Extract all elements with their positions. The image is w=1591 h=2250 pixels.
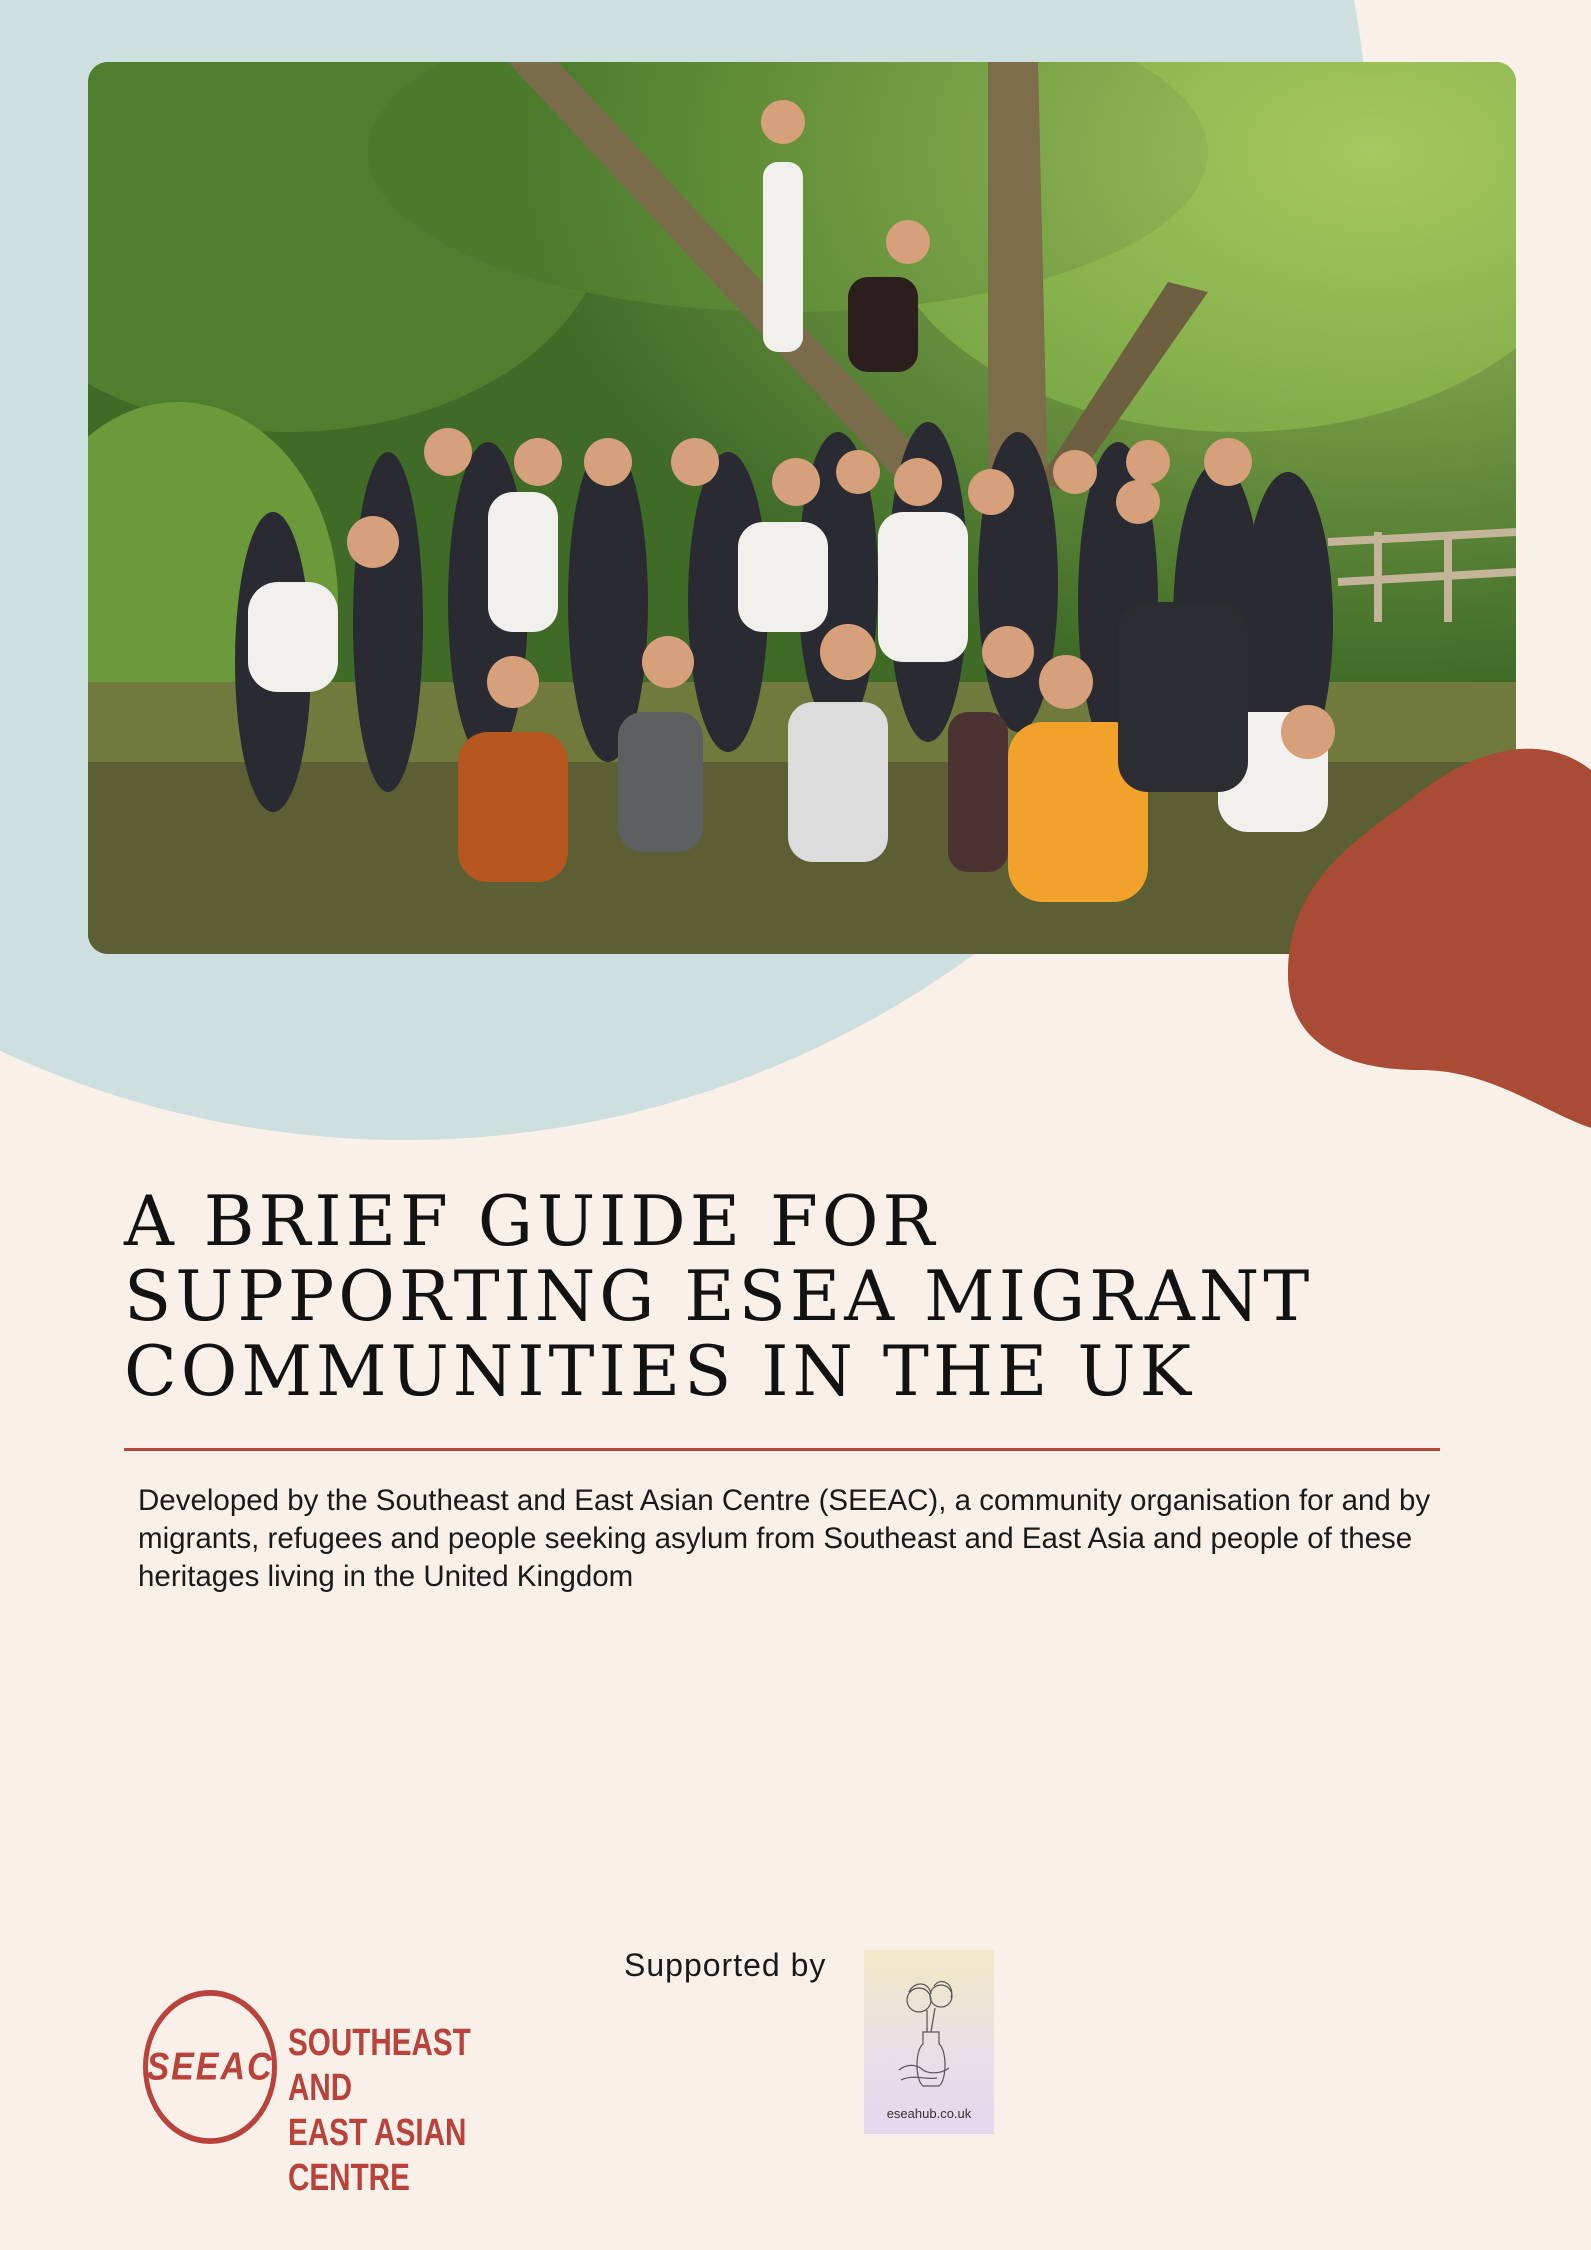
seeac-logo-mark: SEEAC bbox=[143, 1990, 277, 2144]
flower-bottle-icon bbox=[879, 1970, 979, 2100]
supported-by-label: Supported by bbox=[624, 1947, 827, 1983]
seeac-logo bbox=[140, 1997, 560, 2199]
decorative-red-blob bbox=[1280, 740, 1591, 1130]
title-divider bbox=[124, 1448, 1440, 1451]
intro-description: Developed by the Southeast and East Asian Centre (SEEAC), a community organisation for and by migrants, refugees and people seeking asylum from Southeast and East Asia and people of these heritages living in the United Kingdom bbox=[138, 1484, 1431, 1593]
seeac-logo-wordmark bbox=[288, 2021, 500, 2201]
seeac-name-line1: SOUTHEAST AND bbox=[288, 2022, 471, 2109]
page-title: A BRIEF GUIDE FOR SUPPORTING ESEA MIGRANT COMMUNITIES IN THE UK bbox=[124, 1182, 1314, 1412]
eseahub-logo bbox=[864, 1950, 994, 2134]
eseahub-url: eseahub.co.uk bbox=[886, 2106, 972, 2121]
seeac-name-line2: EAST ASIAN CENTRE bbox=[288, 2112, 467, 2199]
